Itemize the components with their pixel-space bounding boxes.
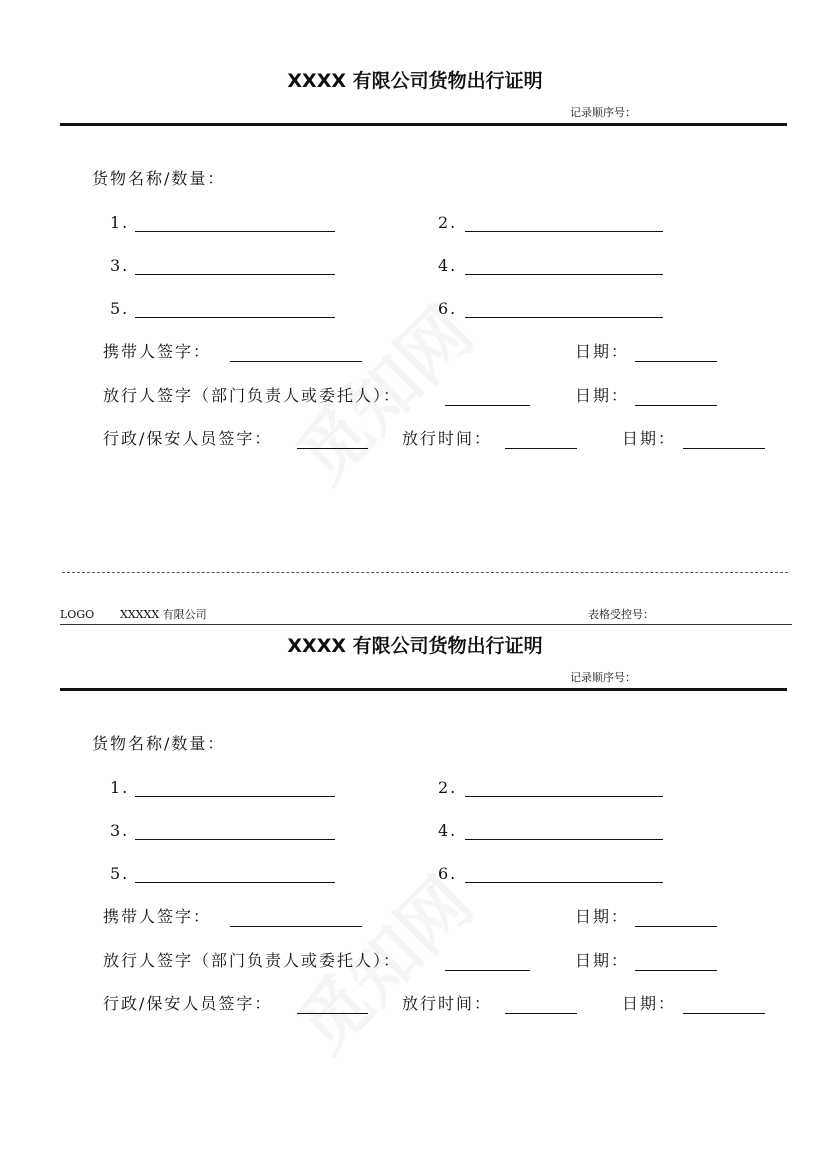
item-input[interactable]	[465, 796, 663, 797]
item-input[interactable]	[135, 882, 335, 883]
date-label: 日期：	[575, 386, 630, 405]
item-number: 4.	[438, 256, 458, 275]
carrier-sign-label: 携带人签字：	[103, 342, 212, 361]
release-time-label: 放行时间：	[402, 429, 493, 448]
control-number-label: 表格受控号：	[588, 608, 654, 621]
item-input[interactable]	[135, 231, 335, 232]
admin-sign-input[interactable]	[297, 448, 368, 449]
date-label: 日期：	[575, 951, 630, 970]
date-input[interactable]	[635, 361, 717, 362]
item-input[interactable]	[135, 796, 335, 797]
cut-line	[62, 572, 788, 573]
title-rule	[60, 688, 787, 691]
release-time-input[interactable]	[505, 448, 577, 449]
company-name: XXXXX 有限公司	[120, 608, 207, 621]
release-sign-label: 放行人签字（部门负责人或委托人）：	[103, 951, 402, 970]
item-number: 3.	[110, 821, 130, 840]
item-number: 1.	[110, 778, 130, 797]
item-input[interactable]	[135, 839, 335, 840]
item-number: 6.	[438, 864, 458, 883]
item-input[interactable]	[465, 231, 663, 232]
date-input[interactable]	[635, 926, 717, 927]
release-time-label: 放行时间：	[402, 994, 493, 1013]
item-input[interactable]	[465, 839, 663, 840]
date-input[interactable]	[683, 448, 765, 449]
item-number: 6.	[438, 299, 458, 318]
record-number-label: 记录顺序号：	[570, 106, 636, 119]
item-input[interactable]	[135, 274, 335, 275]
goods-label: 货物名称/数量：	[92, 734, 226, 753]
release-sign-input[interactable]	[445, 970, 530, 971]
item-number: 5.	[110, 299, 130, 318]
date-input[interactable]	[683, 1013, 765, 1014]
carrier-sign-input[interactable]	[230, 926, 362, 927]
admin-sign-label: 行政/保安人员签字：	[103, 429, 273, 448]
goods-label: 货物名称/数量：	[92, 169, 226, 188]
date-input[interactable]	[635, 970, 717, 971]
item-number: 2.	[438, 778, 458, 797]
logo-text: LOGO	[60, 608, 95, 621]
item-number: 4.	[438, 821, 458, 840]
title-rule	[60, 123, 787, 126]
date-label: 日期：	[622, 994, 677, 1013]
form-title: XXXX 有限公司货物出行证明	[287, 70, 543, 92]
record-number-label: 记录顺序号：	[570, 671, 636, 684]
item-input[interactable]	[465, 882, 663, 883]
release-sign-label: 放行人签字（部门负责人或委托人）：	[103, 386, 402, 405]
admin-sign-input[interactable]	[297, 1013, 368, 1014]
item-input[interactable]	[465, 317, 663, 318]
carrier-sign-input[interactable]	[230, 361, 362, 362]
admin-sign-label: 行政/保安人员签字：	[103, 994, 273, 1013]
date-label: 日期：	[575, 907, 630, 926]
release-sign-input[interactable]	[445, 405, 530, 406]
item-input[interactable]	[135, 317, 335, 318]
date-label: 日期：	[575, 342, 630, 361]
release-time-input[interactable]	[505, 1013, 577, 1014]
item-number: 3.	[110, 256, 130, 275]
date-input[interactable]	[635, 405, 717, 406]
date-label: 日期：	[622, 429, 677, 448]
item-number: 1.	[110, 213, 130, 232]
carrier-sign-label: 携带人签字：	[103, 907, 212, 926]
form-title: XXXX 有限公司货物出行证明	[287, 635, 543, 657]
item-input[interactable]	[465, 274, 663, 275]
header-divider	[60, 624, 792, 625]
item-number: 2.	[438, 213, 458, 232]
item-number: 5.	[110, 864, 130, 883]
